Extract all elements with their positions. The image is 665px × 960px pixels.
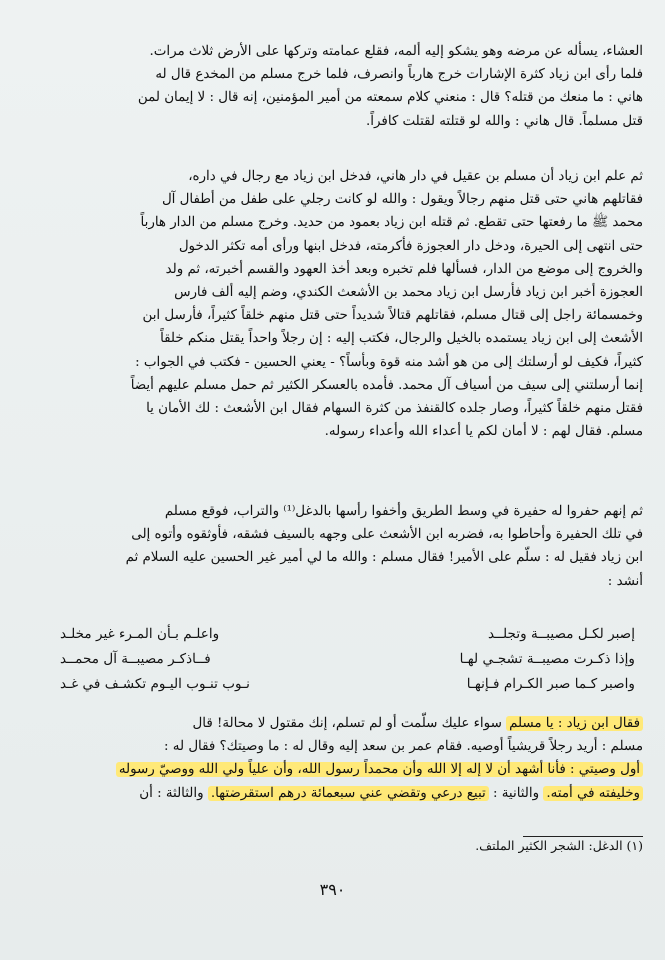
hemistich-first: واصبر كـما صبر الكـرام فـإنهـا <box>466 676 635 692</box>
para1-line: العشاء، يسأله عن مرضه وهو يشكو إليه ألمه، فقلع عمامته وتركها على الأرض ثلاث مرات. <box>149 44 643 59</box>
para3-line: أنشد : <box>607 573 643 589</box>
poem-verse <box>60 647 635 672</box>
para4-line-4: وخليفته في أمته. والثانية : تبيع درعي وتقضي عني سبعمائة درهم استقرضتها. والثالثة : أن <box>22 782 643 805</box>
para1-line: فلما رأى ابن زياد كثرة الإشارات خرج هارباً وانصرف، فلما خرج مسلم من المخدع قال له <box>155 67 643 83</box>
hemistich-first: إصبر لكـل مصيبــة وتجلــد <box>487 626 635 642</box>
paragraph-1 <box>22 40 643 133</box>
para2-line: العجوزة أخبر ابن زياد فأرسل ابن زياد محمد بن الأشعث الكندي، وضم إليه ألف فارس <box>174 285 643 301</box>
para4-line-3 <box>22 758 643 781</box>
paragraph-3 <box>22 500 643 593</box>
para3-line: في تلك الحفيرة وأحاطوا به، فضربه ابن الأشعث على وجهه بالسيف فشقه، فأوثقوه وأتوه إلى <box>131 527 643 543</box>
para1-line: هاني : ما منعك من قتله؟ قال : منعني كلام سمعته من أمير المؤمنين، إنه قال : لا إيمان لمن <box>137 90 643 106</box>
paragraph-4 <box>22 712 643 805</box>
poem <box>60 622 635 697</box>
para3-line: ثم إنهم حفروا له حفيرة في وسط الطريق وأخفوا رأسها بالدغل⁽¹⁾ والتراب، فوقع مسلم <box>164 504 643 519</box>
para2-line: وخمسمائة راجل إلى قتال مسلم، فقاتلهم قتالاً شديداً حتى قتل منهم خلقاً كثيراً، فأرسل ابن <box>142 308 643 324</box>
footnote: (١) الدغل: الشجر الكثير الملتف. <box>475 838 643 853</box>
para4-line-2: مسلم : أريد رجلاً قريشياً أوصيه. فقام عمر بن سعد إليه وقال له : ما وصيتك؟ فقال له : <box>164 739 643 755</box>
hemistich-second: نـوب تنـوب اليـوم تكشـف في غـد <box>60 676 250 692</box>
para2-line: محمد ﷺ ما رفعتها حتى تقطع. ثم قتله ابن زياد بعمود من حديد. وخرج مسلم من الدار هارباً <box>140 215 643 231</box>
para1-line: قتل مسلماً. قال هاني : والله لو قتلته لقتلت كافراً. <box>366 113 643 129</box>
para3-line: ابن زياد فقيل له : سلّم على الأمير! فقال مسلم : والله ما لي أمير غير الحسين عليه السلام ثم <box>125 550 643 566</box>
para2-line: حتى انتهى إلى الحيرة، ودخل دار العجوزة فأكرمته، فدخل ابنها ورأى أمه تكثر الدخول <box>178 238 643 254</box>
paragraph-2 <box>22 165 643 443</box>
poem-verse <box>60 622 635 647</box>
para2-line: الأشعث إلى ابن زياد يستمده بالخيل والرجال، فكتب إليه : إن رجلاً واحداً يقتل منكم خلقاً <box>160 331 643 347</box>
hemistich-second: فــاذكـر مصيبــة آل محمــد <box>60 651 211 667</box>
highlight: فقال ابن زياد : يا مسلم <box>506 716 643 731</box>
para2-line: كثيراً، فكيف لو أرسلتك إلى من هو أشد منه قوة وبأساً؟ - يعني الحسين - فكتب في الجواب : <box>135 354 643 370</box>
highlight: أول وصيتي : فأنا أشهد أن لا إله إلا الله وأن محمداً رسول الله، وأن علياً ولي الله ووصيّ رسوله <box>116 762 643 777</box>
para2-line: إنما أرسلتني إلى سيف من أسياف آل محمد. فأمده بالعسكر الكثير ثم حمل مسلم عليهم أيضاً <box>130 377 643 393</box>
para2-line: فقتل منهم خلقاً كثيراً، وصار جلده كالقنفذ من كثرة السهام فقال ابن الأشعث : لك الأمان يا <box>146 401 643 417</box>
footnote-divider <box>523 836 643 837</box>
poem-verse <box>60 672 635 697</box>
hemistich-first: وإذا ذكـرت مصيبــة تشجـي لهـا <box>459 651 635 667</box>
para4-line-1: فقال ابن زياد : يا مسلم سواء عليك سلّمت أو لم تسلم، إنك مقتول لا محالة! قال <box>22 712 643 735</box>
page-number: ٣٩٠ <box>319 880 346 899</box>
hemistich-second: واعلـم بـأن المـرء غير مخلـد <box>60 626 220 642</box>
highlight: تبيع درعي وتقضي عني سبعمائة درهم استقرضتها. <box>208 786 489 801</box>
para2-line: والخروج إلى موضع من الدار، فسألها فلم تخبره وبعد أخذ العهود والقسم أخبرته، ثم ولد <box>165 261 643 277</box>
para2-line: مسلم. فقال لهم : لا أمان لكم يا أعداء الله وأعداء رسوله. <box>324 424 643 440</box>
para2-line: فقاتلهم هاني حتى قتل منهم رجالاً ويقول : والله لو كانت رجلي على طفل من أطفال آل <box>161 192 643 208</box>
highlight: وخليفته في أمته. <box>543 786 643 801</box>
para2-line: ثم علم ابن زياد أن مسلم بن عقيل في دار هاني، فدخل ابن زياد مع رجال في داره، <box>188 169 643 184</box>
